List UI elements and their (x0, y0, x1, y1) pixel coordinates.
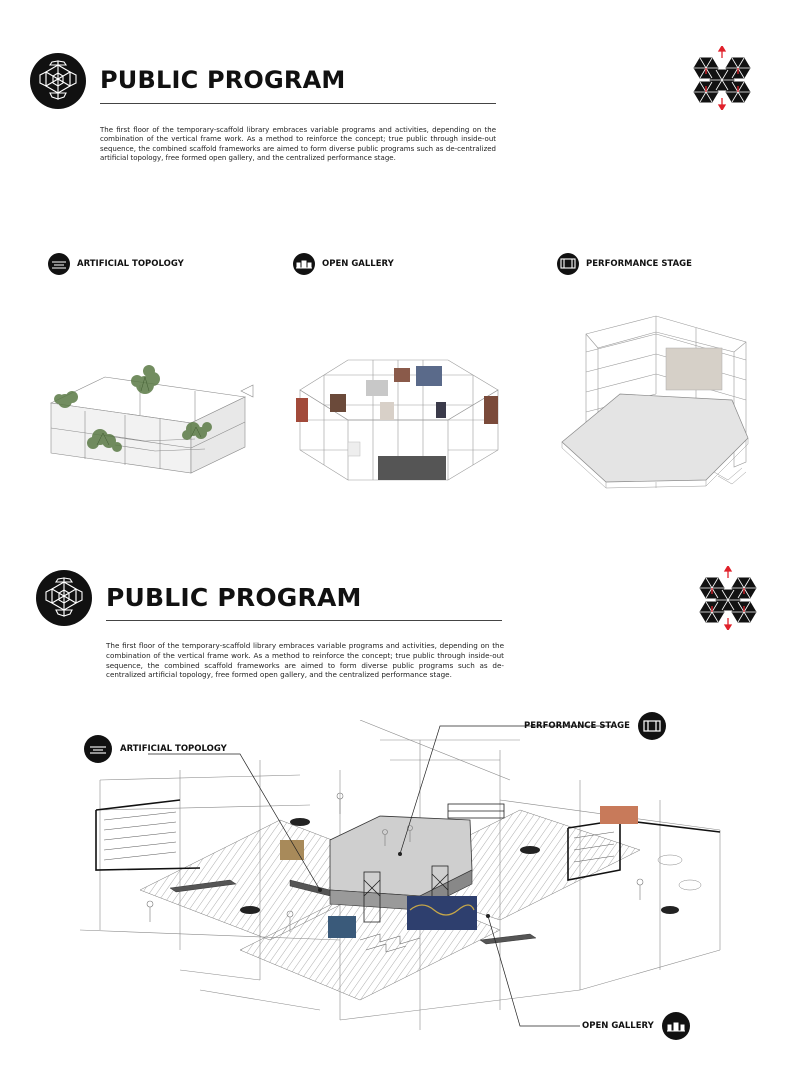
hex-grid-mark-icon (686, 46, 758, 110)
gallery-icon (293, 253, 315, 275)
title-underline (106, 620, 502, 621)
stage-icon (557, 253, 579, 275)
hex-grid-mark-icon (692, 566, 764, 630)
title-underline (100, 103, 496, 104)
hex-lattice-icon (30, 53, 86, 109)
program-performance-stage (557, 253, 692, 275)
terrace-icon (48, 253, 70, 275)
hex-lattice-icon (36, 570, 92, 626)
program-label: OPEN GALLERY (322, 259, 394, 269)
callout-performance-stage (524, 712, 666, 740)
callout-artificial-topology (84, 735, 227, 763)
program-label: PERFORMANCE STAGE (586, 259, 692, 269)
backdrop-artwork (666, 348, 722, 390)
description-paragraph: The first floor of the temporary-scaffold library embraces variable programs and activities, depending on the combination of the vertical frame work. As a method to reinforce the concept; true public through inside-out sequence, the combined scaffold frameworks are aimed to form diverse public programs such as de-centralized artificial topology, free formed open gallery, and the centralized performance stage. (106, 641, 504, 680)
performance-stage-drawing (556, 312, 756, 497)
callout-label: ARTIFICIAL TOPOLOGY (120, 744, 227, 754)
callout-label: OPEN GALLERY (582, 1021, 654, 1031)
artwork-panels (296, 366, 498, 480)
program-open-gallery (293, 253, 394, 275)
brand-logo (30, 53, 86, 109)
stage-platform (562, 394, 748, 482)
page-title: PUBLIC PROGRAM (106, 583, 362, 612)
callout-open-gallery (582, 1012, 690, 1040)
brand-logo (36, 570, 92, 626)
axonometric-section-drawing (80, 720, 740, 1050)
description-paragraph: The first floor of the temporary-scaffold library embraces variable programs and activities, depending on the combination of the vertical frame work. As a method to reinforce the concept; true public through inside-out sequence, the combined scaffold frameworks are aimed to form diverse public programs such as de-centralized artificial topology, free formed open gallery, and the centralized performance stage. (100, 126, 496, 163)
program-artificial-topology (48, 253, 184, 275)
page-title: PUBLIC PROGRAM (100, 66, 346, 94)
artwork-panel (328, 916, 356, 938)
terrace-icon (84, 735, 112, 763)
stage-icon (638, 712, 666, 740)
open-gallery-drawing (288, 340, 508, 490)
artificial-topology-drawing (45, 355, 255, 485)
artwork-panel (407, 896, 477, 930)
callout-label: PERFORMANCE STAGE (524, 721, 630, 731)
gallery-icon (662, 1012, 690, 1040)
artwork-panel (600, 806, 638, 824)
program-label: ARTIFICIAL TOPOLOGY (77, 259, 184, 269)
